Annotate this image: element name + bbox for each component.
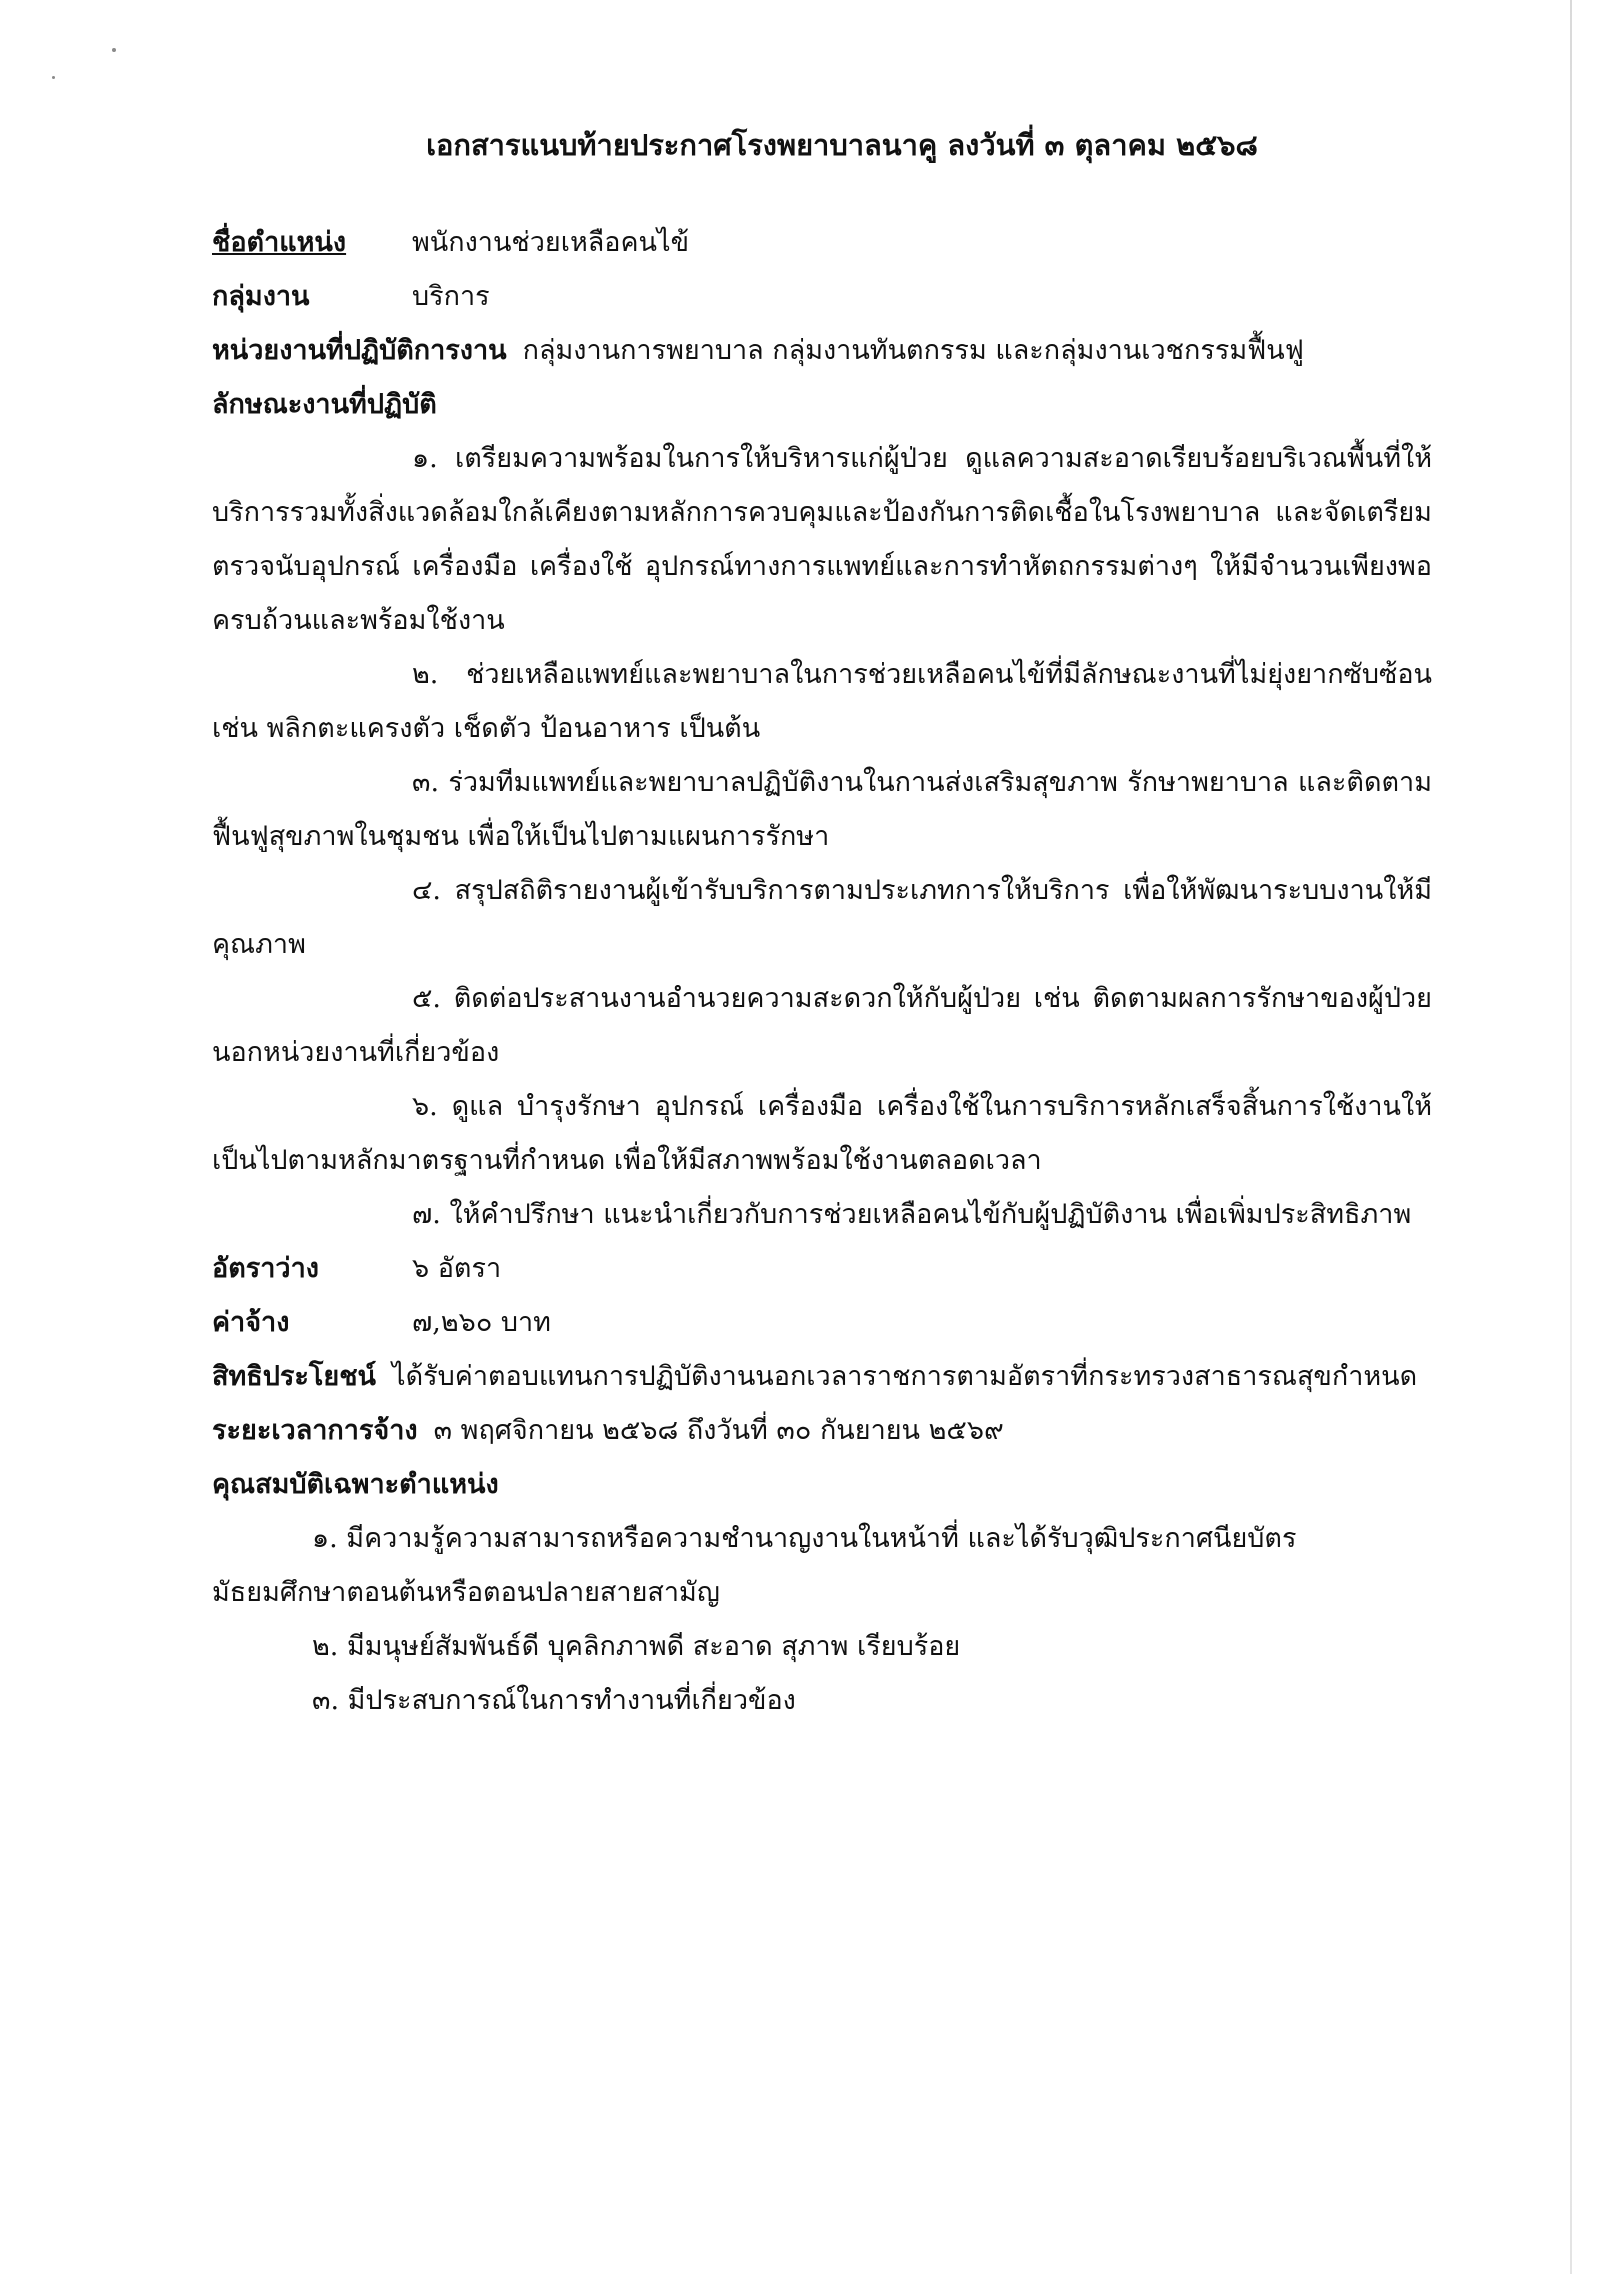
duty-item: ๒. ช่วยเหลือแพทย์และพยาบาลในการช่วยเหลือคนไข้ที่มีลักษณะงานที่ไม่ยุ่งยากซับซ้อน เช่น พลิกตะแครงตัว เช็ดตัว ป้อนอาหาร เป็นต้น	[212, 659, 1432, 744]
group-label: กลุ่มงาน	[212, 281, 310, 312]
group-value: บริการ	[412, 281, 490, 312]
unit-label: หน่วยงานที่ปฏิบัติการงาน	[212, 335, 507, 366]
duty-item: ๔. สรุปสถิติรายงานผู้เข้ารับบริการตามประเภทการให้บริการ เพื่อให้พัฒนาระบบงานให้มีคุณภาพ	[212, 875, 1432, 960]
scan-edge	[1570, 0, 1572, 2274]
duties-heading: ลักษณะงานที่ปฏิบัติ	[212, 389, 437, 420]
unit-row	[212, 324, 1432, 378]
benefits-label: สิทธิประโยชน์	[212, 1361, 377, 1392]
wage-value: ๗,๒๖๐ บาท	[412, 1307, 551, 1338]
benefits-row	[212, 1350, 1432, 1404]
benefits-value: ได้รับค่าตอบแทนการปฏิบัติงานนอกเวลาราชการตามอัตราที่กระทรวงสาธารณสุขกำหนด	[392, 1361, 1418, 1392]
scan-speck	[52, 76, 55, 79]
duty-item: ๗. ให้คำปรึกษา แนะนำเกี่ยวกับการช่วยเหลือคนไข้กับผู้ปฏิบัติงาน เพื่อเพิ่มประสิทธิภาพ	[412, 1199, 1412, 1230]
document-body	[212, 118, 1432, 1728]
qualifications-heading: คุณสมบัติเฉพาะตำแหน่ง	[212, 1469, 499, 1500]
position-row	[212, 216, 1432, 270]
period-value: ๓ พฤศจิกายน ๒๕๖๘ ถึงวันที่ ๓๐ กันยายน ๒๕๖๙	[433, 1415, 1004, 1446]
position-label: ชื่อตำแหน่ง	[212, 227, 347, 258]
period-row	[212, 1404, 1432, 1458]
duty-item: ๑. เตรียมความพร้อมในการให้บริหารแก่ผู้ป่วย ดูแลความสะอาดเรียบร้อยบริเวณพื้นที่ให้บริการรวมทั้งสิ่งแวดล้อมใกล้เคียงตามหลักการควบคุมและป้องกันการติดเชื้อในโรงพยาบาล และจัดเตรียมตรวจนับอุปกรณ์ เครื่องมือ เครื่องใช้ อุปกรณ์ทางการแพทย์และการทำหัตถกรรมต่างๆ ให้มีจำนวนเพียงพอครบถ้วนและพร้อมใช้งาน	[212, 443, 1432, 636]
vacancy-row	[212, 1242, 1432, 1296]
qualification-item: ๒. มีมนุษย์สัมพันธ์ดี บุคลิกภาพดี สะอาด สุภาพ เรียบร้อย	[312, 1631, 961, 1662]
qualification-item: ๑. มีความรู้ความสามารถหรือความชำนาญงานในหน้าที่ และได้รับวุฒิประกาศนียบัตร มัธยมศึกษาตอนต้นหรือตอนปลายสายสามัญ	[212, 1523, 1297, 1608]
vacancy-value: ๖ อัตรา	[412, 1253, 502, 1284]
wage-row	[212, 1296, 1432, 1350]
group-row	[212, 270, 1432, 324]
wage-label: ค่าจ้าง	[212, 1307, 290, 1338]
unit-value: กลุ่มงานการพยาบาล กลุ่มงานทันตกรรม และกลุ่มงานเวชกรรมฟื้นฟู	[522, 335, 1304, 366]
duty-item: ๖. ดูแล บำรุงรักษา อุปกรณ์ เครื่องมือ เครื่องใช้ในการบริการหลักเสร็จสิ้นการใช้งานให้เป็นไปตามหลักมาตรฐานที่กำหนด เพื่อให้มีสภาพพร้อมใช้งานตลอดเวลา	[212, 1091, 1432, 1176]
document-title: เอกสารแนบท้ายประกาศโรงพยาบาลนาคู ลงวันที่ ๓ ตุลาคม ๒๕๖๘	[426, 128, 1258, 162]
vacancy-label: อัตราว่าง	[212, 1253, 319, 1284]
period-label: ระยะเวลาการจ้าง	[212, 1415, 418, 1446]
scan-speck	[112, 48, 116, 52]
qualification-item: ๓. มีประสบการณ์ในการทำงานที่เกี่ยวข้อง	[312, 1685, 796, 1716]
duty-item: ๕. ติดต่อประสานงานอำนวยความสะดวกให้กับผู้ป่วย เช่น ติดตามผลการรักษาของผู้ป่วยนอกหน่วยงานที่เกี่ยวข้อง	[212, 983, 1432, 1068]
position-value: พนักงานช่วยเหลือคนไข้	[412, 227, 690, 258]
duty-item: ๓. ร่วมทีมแพทย์และพยาบาลปฏิบัติงานในกานส่งเสริมสุขภาพ รักษาพยาบาล และติดตามฟื้นฟูสุขภาพในชุมชน เพื่อให้เป็นไปตามแผนการรักษา	[212, 767, 1432, 852]
